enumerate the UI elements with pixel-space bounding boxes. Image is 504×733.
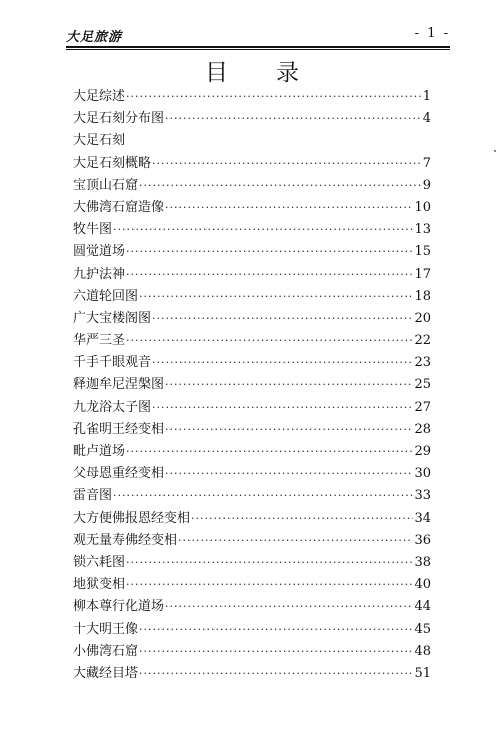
toc-entry-leader <box>165 463 413 485</box>
toc-entry-leader <box>152 352 413 374</box>
header-rule-thin <box>66 49 450 50</box>
toc-entry <box>73 463 431 485</box>
toc-entry <box>73 352 431 374</box>
toc-entry <box>73 419 431 441</box>
toc-entry-label: 大藏经目塔 <box>73 665 139 681</box>
toc-entry-leader <box>165 108 422 130</box>
toc-entry-page: 10 <box>414 199 431 215</box>
toc-entry <box>73 508 431 530</box>
toc-entry-page: 48 <box>414 643 431 659</box>
toc-entry-label: 华严三圣 <box>73 333 126 349</box>
toc-entry <box>73 485 431 507</box>
toc-entry-label: 六道轮回图 <box>73 288 139 304</box>
toc-entry-page: 4 <box>422 111 431 127</box>
running-header <box>66 26 450 46</box>
toc-entry-leader <box>152 153 422 175</box>
toc-entry <box>73 552 431 574</box>
toc-entry-leader <box>113 219 413 241</box>
toc-entry-label: 九护法神 <box>73 266 126 282</box>
toc-entry-leader <box>126 574 413 596</box>
toc-entry-page: 23 <box>414 355 431 371</box>
toc-entry-leader <box>126 241 413 263</box>
toc-entry <box>73 219 431 241</box>
toc-entry <box>73 374 431 396</box>
toc-entry-leader <box>139 619 413 641</box>
toc-entry <box>73 596 431 618</box>
toc-entry-leader <box>139 641 413 663</box>
toc-entry-label: 九龙浴太子图 <box>73 399 152 415</box>
toc-entry-label: 大足综述 <box>73 89 126 104</box>
toc-entry-page: 40 <box>414 577 431 593</box>
toc-entry <box>73 153 431 175</box>
toc-entry <box>73 108 431 130</box>
toc-entry <box>73 286 431 308</box>
toc-list <box>73 86 431 685</box>
toc-entry-label: 观无量寿佛经变相 <box>73 532 178 548</box>
toc-entry-page: 9 <box>422 177 431 193</box>
toc-entry-label: 雷音图 <box>73 488 113 504</box>
toc-entry-page: 36 <box>414 532 431 548</box>
toc-entry-page: 15 <box>414 244 431 260</box>
toc-entry-leader <box>139 175 422 197</box>
toc-entry-page: 45 <box>414 621 431 637</box>
toc-entry <box>73 86 431 108</box>
toc-entry-page: 13 <box>414 222 431 238</box>
toc-entry-leader <box>126 264 413 286</box>
toc-entry <box>73 441 431 463</box>
toc-entry-leader <box>126 86 422 108</box>
toc-entry-page: 7 <box>422 155 431 171</box>
toc-entry <box>73 641 431 663</box>
toc-entry-leader <box>139 663 413 685</box>
toc-entry-leader <box>139 286 413 308</box>
toc-entry-page: 30 <box>414 466 431 482</box>
toc-entry-label: 宝顶山石窟 <box>73 177 139 193</box>
toc-entry-label: 父母恩重经变相 <box>73 466 165 482</box>
toc-entry-leader <box>126 330 413 352</box>
toc-entry-label: 地狱变相 <box>73 577 126 593</box>
page-number: - 1 - <box>414 26 450 41</box>
toc-entry-label: 小佛湾石窟 <box>73 643 139 659</box>
toc-entry-leader <box>126 552 413 574</box>
toc-entry-leader <box>152 397 413 419</box>
toc-entry-label: 十大明王像 <box>73 621 139 637</box>
margin-speck <box>494 150 496 152</box>
toc-entry <box>73 619 431 641</box>
toc-entry-label: 孔雀明王经变相 <box>73 421 165 437</box>
toc-entry-label: 毗卢道场 <box>73 444 126 459</box>
toc-entry-page: 18 <box>414 288 431 304</box>
toc-entry-leader <box>178 530 413 552</box>
toc-entry-page: 28 <box>414 421 431 437</box>
toc-entry-label: 大足石刻分布图 <box>73 111 165 127</box>
toc-entry-leader <box>126 441 413 463</box>
toc-entry <box>73 197 431 219</box>
toc-entry <box>73 397 431 419</box>
header-rule <box>66 46 450 48</box>
toc-entry-page: 22 <box>414 333 431 349</box>
toc-entry-label: 锁六耗图 <box>73 554 126 570</box>
running-header-title: 大足旅游 <box>66 30 123 45</box>
toc-entry <box>73 130 431 152</box>
toc-title: 目录 <box>205 60 347 86</box>
toc-entry-page: 17 <box>414 266 431 282</box>
toc-entry <box>73 264 431 286</box>
toc-entry-leader <box>152 308 413 330</box>
toc-entry-label: 牧牛图 <box>73 222 113 238</box>
toc-entry-page: 1 <box>422 89 431 104</box>
toc-entry-page: 29 <box>414 444 431 459</box>
toc-entry-page: 44 <box>414 599 431 615</box>
toc-entry-page: 25 <box>414 377 431 393</box>
toc-entry-page: 20 <box>414 310 431 326</box>
toc-entry-leader <box>165 197 413 219</box>
toc-entry-label: 大佛湾石窟造像 <box>73 199 165 215</box>
toc-entry-label: 柳本尊行化道场 <box>73 599 165 615</box>
toc-entry <box>73 175 431 197</box>
toc-entry-page: 51 <box>414 665 431 681</box>
toc-entry-page: 34 <box>414 510 431 526</box>
toc-entry <box>73 330 431 352</box>
toc-entry-label: 圆觉道场 <box>73 244 126 260</box>
toc-entry-label: 广大宝楼阁图 <box>73 310 152 326</box>
toc-entry-label: 释迦牟尼涅槃图 <box>73 377 165 393</box>
toc-entry-page: 27 <box>414 399 431 415</box>
toc-entry-label: 大方便佛报恩经变相 <box>73 510 191 526</box>
toc-entry <box>73 574 431 596</box>
toc-entry-label: 大足石刻 <box>73 133 126 149</box>
toc-entry <box>73 663 431 685</box>
toc-entry-leader <box>165 374 413 396</box>
toc-entry <box>73 530 431 552</box>
toc-entry-leader <box>165 596 413 618</box>
toc-entry-page: 33 <box>414 488 431 504</box>
toc-entry-leader <box>113 485 413 507</box>
toc-entry <box>73 308 431 330</box>
toc-entry-page: 38 <box>414 554 431 570</box>
toc-entry-label: 千手千眼观音 <box>73 355 152 371</box>
toc-entry <box>73 241 431 263</box>
toc-entry-leader <box>165 419 413 441</box>
toc-entry-leader <box>191 508 413 530</box>
toc-entry-label: 大足石刻概略 <box>73 155 152 171</box>
